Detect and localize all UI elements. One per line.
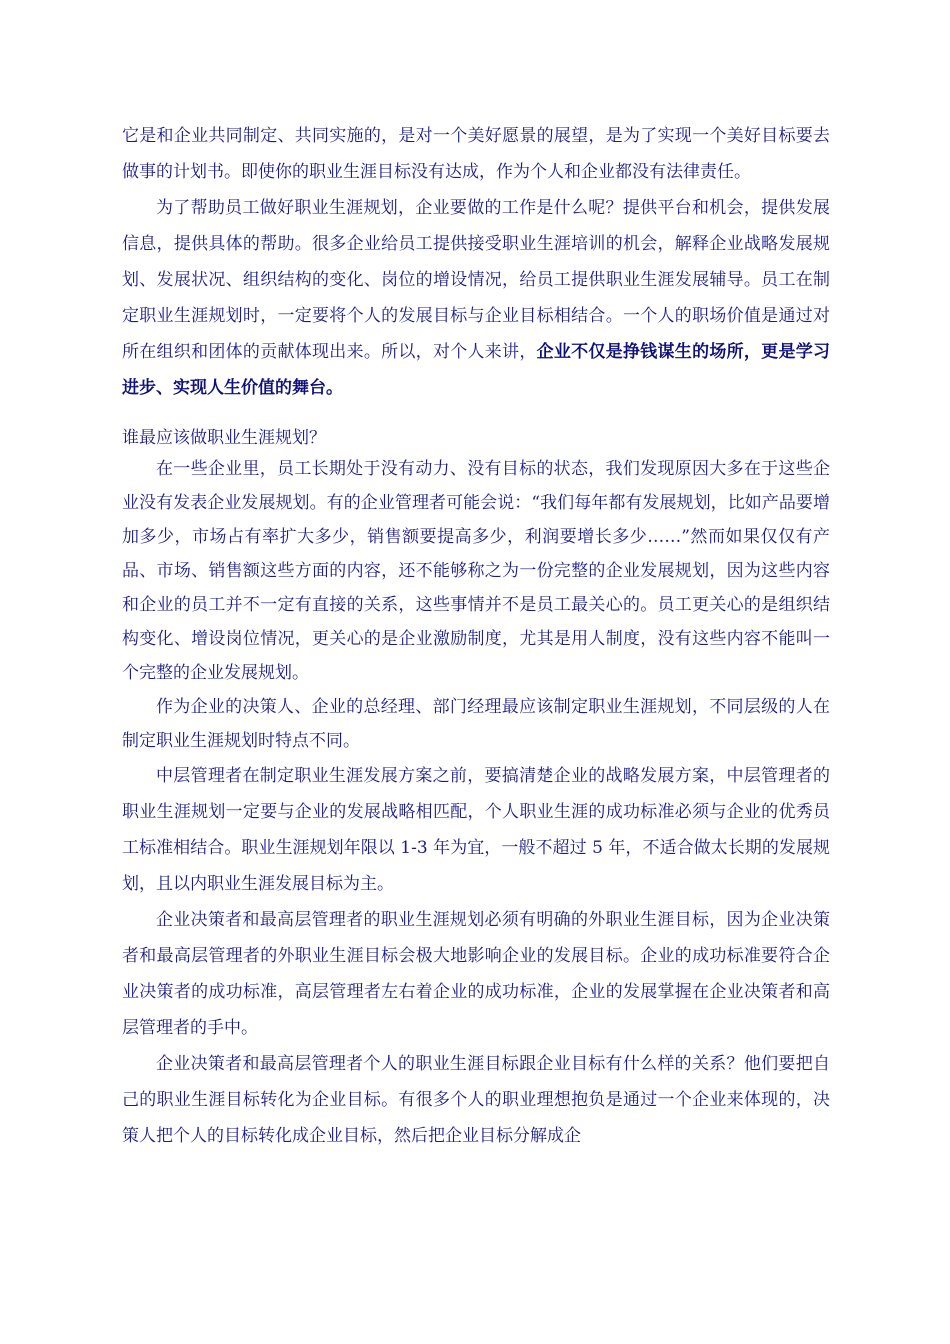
paragraph-section-3: 中层管理者在制定职业生涯发展方案之前，要搞清楚企业的战略发展方案，中层管理者的职业生涯规划一定要与企业的发展战略相匹配，个人职业生涯的成功标准必须与企业的优秀员工标准相结合。职业生涯规划年限以 1-3 年为宜，一般不超过 5 年，不适合做太长期的发展规划，且以内职业生涯发展目标为主。	[122, 766, 830, 894]
document-page	[122, 118, 830, 1154]
paragraph-section-2: 作为企业的决策人、企业的总经理、部门经理最应该制定职业生涯规划，不同层级的人在制定职业生涯规划时特点不同。	[122, 697, 830, 751]
paragraph-intro: 它是和企业共同制定、共同实施的，是对一个美好愿景的展望，是为了实现一个美好目标要去做事的计划书。即使你的职业生涯目标没有达成，作为个人和企业都没有法律责任。	[122, 126, 830, 182]
section-heading: 谁最应该做职业生涯规划？	[122, 428, 326, 448]
paragraph-employer-support	[122, 190, 830, 406]
paragraph-section-1: 在一些企业里，员工长期处于没有动力、没有目标的状态，我们发现原因大多在于这些企业没有发表企业发展规划。有的企业管理者可能会说：“我们每年都有发展规划，比如产品要增加多少，市场占有率扩大多少，销售额要提高多少，利润要增长多少……”然而如果仅仅有产品、市场、销售额这些方面的内容，还不能够称之为一份完整的企业发展规划，因为这些内容和企业的员工并不一定有直接的关系，这些事情并不是员工最关心的。员工更关心的是组织结构变化、增设岗位情况，更关心的是企业激励制度，尤其是用人制度，没有这些内容不能叫一个完整的企业发展规划。	[122, 459, 830, 683]
paragraph-section-4: 企业决策者和最高层管理者的职业生涯规划必须有明确的外职业生涯目标，因为企业决策者和最高层管理者的外职业生涯目标会极大地影响企业的发展目标。企业的成功标准要符合企业决策者的成功标准，高层管理者左右着企业的成功标准，企业的发展掌握在企业决策者和高层管理者的手中。	[122, 910, 830, 1038]
paragraph-employer-support-text: 为了帮助员工做好职业生涯规划，企业要做的工作是什么呢？提供平台和机会，提供发展信息，提供具体的帮助。很多企业给员工提供接受职业生涯培训的机会，解释企业战略发展规划、发展状况、组织结构的变化、岗位的增设情况，给员工提供职业生涯发展辅导。员工在制定职业生涯规划时，一定要将个人的发展目标与企业目标相结合。一个人的职场价值是通过对所在组织和团体的贡献体现出来。所以，对个人来讲，	[122, 198, 830, 362]
bold-emphasis-text: 企业不仅是挣钱谋生的场所，更是学习进步、实现人生价值的舞台。	[122, 342, 831, 398]
paragraph-section-5: 企业决策者和最高层管理者个人的职业生涯目标跟企业目标有什么样的关系？他们要把自己的职业生涯目标转化为企业目标。有很多个人的职业理想抱负是通过一个企业来体现的，决策人把个人的目标转化成企业目标，然后把企业目标分解成企	[122, 1054, 830, 1146]
